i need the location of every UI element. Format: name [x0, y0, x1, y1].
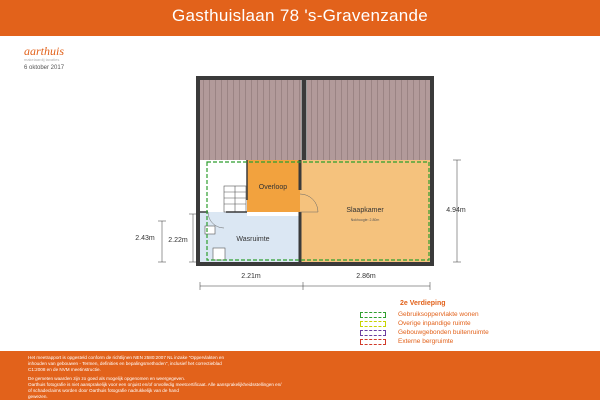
footer-line: gewezen.: [28, 394, 48, 399]
logo-wordmark: aarthuis: [24, 44, 65, 58]
footer-line: De gemeten waarden zijn zo goed als mogelijk opgenomen en weergegeven.: [28, 376, 186, 381]
label-slaapkamer-note: Nokhoogte: 2.80m: [350, 218, 380, 222]
legend-item-inpandig: [360, 320, 580, 328]
legend-swatch-yellow: [360, 321, 386, 327]
legend-label: Gebouwgebonden buitenruimte: [398, 329, 489, 336]
footer-line: Oarthuis fotografie is niet aansprakelijk voor een onjuist en/of onvolledig meetcertificaat. Alle aansprakelijkheidsstellingen en/: [28, 382, 282, 387]
footer-line: of schadeclaims worden door Oarthuis fotografie nadrukkelijk van de hand: [28, 388, 179, 393]
landing-lower-strip: [247, 212, 300, 216]
label-wasruimte: Wasruimte: [236, 236, 270, 243]
roof-right: [307, 80, 430, 160]
logo-tagline: makelaardij taxaties: [24, 57, 60, 62]
washing-machine: [213, 248, 225, 260]
legend-label: Gebruiksoppervlakte wonen: [398, 311, 479, 318]
page-title: Gasthuislaan 78 's-Gravenzande: [171, 6, 429, 25]
label-slaapkamer: Slaapkamer: [346, 207, 384, 214]
dim-right-height: 4.94m: [446, 207, 466, 214]
legend-label: Externe bergruimte: [398, 338, 454, 345]
footer-line: inhouden van gebouwen - Termen, definities en bepalingsmethoden", inclusief het correctieblad: [28, 361, 222, 366]
footer-disclaimer: [0, 351, 600, 400]
footer-line: Het meetrapport is opgesteld conform de richtlijnen NEN 2580:2007 NL inzake "Oppervlakten en: [28, 355, 225, 360]
document-date: 6 oktober 2017: [24, 65, 65, 71]
legend-item-buitenruimte: [360, 329, 580, 337]
legend-item-wonen: [360, 311, 580, 319]
dim-bottom-left: 2.21m: [241, 273, 261, 280]
legend-heading: 2e Verdieping: [400, 300, 446, 307]
legend-swatch-green: [360, 312, 386, 318]
roof-left: [200, 80, 301, 160]
dim-left-inner: 2.22m: [168, 237, 188, 244]
label-overloop: Overloop: [258, 184, 288, 191]
footer-line: C1:2008 en de NVM meetinstructie.: [28, 367, 101, 372]
legend-label: Overige inpandige ruimte: [398, 320, 471, 327]
dim-left-outer: 2.43m: [135, 235, 155, 242]
legend-swatch-purple: [360, 330, 386, 336]
dim-bottom-right: 2.86m: [356, 273, 376, 280]
legend-swatch-red: [360, 339, 386, 345]
legend-item-bergruimte: [360, 338, 580, 346]
